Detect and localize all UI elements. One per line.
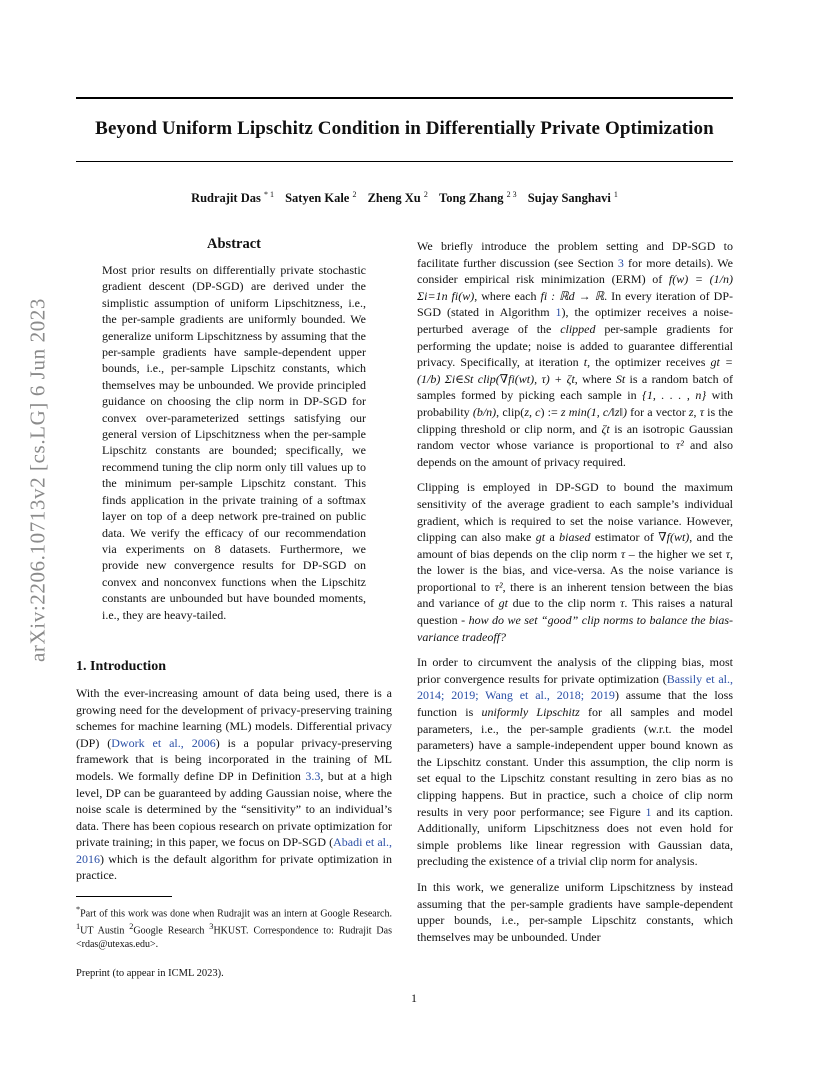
section-ref-link[interactable]: 3 [617,255,624,270]
math-inline: τ [620,596,625,611]
author-list [76,190,733,206]
math-inline: St [615,371,626,386]
citation-link[interactable]: Dwork et al., 2006 [111,735,216,750]
math-inline: gt = (1/b) Σi∈St clip(∇fi(wt), τ) + ζt [417,355,733,386]
math-inline: τ [620,546,626,561]
arxiv-stamp: arXiv:2206.10713v2 [cs.LG] 6 Jun 2023 [25,298,50,662]
author: Satyen Kale $^2$ [285,190,357,206]
math-inline: {1, . . . , n} [642,388,707,403]
author: Zheng Xu $^2$ [367,190,428,206]
math-inline: f(w) = (1/n) Σi=1n fi(w) [417,272,733,303]
prior-results-paragraph: In order to circumvent the analysis of the clipping bias, most prior convergence results for private optimization (Bassily et al., 2014; 2019; Wang et al., 2018; 2019) assume that the loss function is uniformly Lipschitz for all samples and model parameters, i.e., the per-sample gradients (w.r.t. the model parameters) have a sample-independent upper bound known as the Lipschitz constant. Under this assumption, the clip norm is set equal to the Lipschitz constant resulting in zero bias as no clipping happens. But in practice, such a choice of clip norm results in very poor performance; see Figure 1 and its caption. Additionally, uniform Lipschitzness does not even hold for simple problems like linear regression with Gaussian data, precluding the existence of a trivial clip norm for analysis. [417,655,734,869]
preprint-note: Preprint (to appear in ICML 2023). [76,967,224,979]
author: Tong Zhang $^{2 3}$ [439,190,517,206]
math-inline: τ [699,404,705,419]
footnote-rule [76,896,172,897]
right-column [417,238,733,954]
problem-setting-paragraph: We briefly introduce the problem setting and DP-SGD to facilitate further discussion (see Section 3 for more details). We consider empirical risk minimization (ERM) of f(w) = (1/n) Σi=1n fi(w), where each fi : ℝd → ℝ. In every iteration of DP-SGD (stated in Algorithm 1), the optimizer receives a noise-perturbed average of the clipped per-sample gradients for performing the update; noise is added to guarantee differential privacy. Specifically, at iteration t, the optimizer receives gt = (1/b) Σi∈St clip(∇fi(wt), τ) + ζt, where St is a random batch of samples formed by picking each sample in {1, . . . , n} with probability (b/n), clip(z, c) := z min(1, c/‖z‖) for a vector z, τ is the clipping threshold or clip norm, and ζt is an isotropic Gaussian random vector whose variance is proportional to τ² and also depends on the amount of privacy required. [417,239,734,469]
figure-ref-link[interactable]: 1 [645,804,652,819]
math-inline: gt [535,530,546,545]
math-inline: ∇f(wt) [658,530,690,545]
page-number: 1 [411,991,417,1005]
title-top-rule [76,97,733,99]
intro-heading: 1. Introduction [76,658,166,674]
footnote: *Part of this work was done when Rudrajit was an intern at Google Research. $^1$UT Austin $^2$Google Research $^3$HKUST. Correspondence to: Rudrajit Das <rdas@utexas.edu>. [76,905,392,950]
math-inline: z, c [524,404,541,419]
math-inline: τ² [494,579,503,594]
research-question: how do we set “good” clip norms to balance the bias-variance tradeoff? [417,613,733,644]
algorithm-ref-link[interactable]: 1 [555,305,562,320]
intro-paragraph: With the ever-increasing amount of data being used, there is a growing need for the development of privacy-preserving training schemes for machine learning (ML) models. Differential privacy (DP) (Dwork et al., 2006) is a popular privacy-preserving framework that is being incorporated in the training of ML models. We formally define DP in Definition 3.3, but at a high level, DP can be guaranteed by adding Gaussian noise, where the noise scale is determined by the “sensitivity” to an individual’s data. There has been copious research on private optimization for private training; in this paper, we focus on DP-SGD (Abadi et al., 2016) which is the default algorithm for private optimization in practice. [76,685,393,883]
paper-title: Beyond Uniform Lipschitz Condition in Differentially Private Optimization [95,118,714,139]
abstract-heading: Abstract [207,236,261,252]
left-column [76,236,392,979]
math-inline: τ [725,546,730,561]
math-inline: fi : ℝd → ℝ [540,288,605,303]
author: Rudrajit Das $^{* 1}$ [191,190,274,206]
math-inline: τ² [675,438,684,453]
math-inline: gt [498,596,509,611]
citation-link[interactable]: Abadi et al., 2016 [76,835,392,866]
definition-ref-link[interactable]: 3.3 [305,768,321,783]
author: Sujay Sanghavi $^1$ [527,190,618,206]
math-inline: z min(1, c/‖z‖) [560,404,627,419]
clipping-paragraph: Clipping is employed in DP-SGD to bound the maximum sensitivity of the average gradient to each sample’s individual gradient, which is required to set the noise variance. However, clipping can also make gt a biased estimator of ∇f(wt), and the amount of bias depends on the clip norm τ – the higher we set τ, the lower is the bias, and vice-versa. As the noise variance is proportional to τ², there is an inherent tension between the bias and variance of gt due to the clip norm τ. This raises a natural question - how do we set “good” clip norms to balance the bias-variance tradeoff? [417,480,734,644]
title-bottom-rule [76,161,733,162]
math-inline: t [583,355,588,370]
math-inline: ζt [601,421,610,436]
math-inline: z [688,404,694,419]
abstract-text: Most prior results on differentially private stochastic gradient descent (DP-SGD) are derived under the simplistic assumption of uniform Lipschitzness, i.e., the per-sample gradients are uniformly bounded. We generalize uniform Lipschitzness by assuming that the per-sample gradients have sample-dependent upper bounds, i.e., per-sample Lipschitz constants, which themselves may be unbounded. We provide principled guidance on choosing the clip norm in DP-SGD for convex over-parameterized settings satisfying our general version of Lipschitzness when the per-sample Lipschitz constants are bounded; specifically, we recommend tuning the clip norm only till values up to the minimum per-sample Lipschitz constant. This finds application in the private training of a softmax layer on top of a deep network pre-trained on public data. We verify the efficacy of our recommendation via experiments on 8 datasets. Furthermore, we provide new convergence results for DP-SGD on convex and nonconvex functions when the Lipschitz constants are unbounded but have bounded moments, i.e., they are heavy-tailed. [102,263,366,622]
contribution-paragraph: In this work, we generalize uniform Lipschitzness by instead assuming that the per-sample gradients have sample-dependent upper bounds, i.e., per-sample Lipschitz constants, which themselves may be unbounded. Under [417,879,733,944]
citation-link[interactable]: Bassily et al., 2014; 2019; Wang et al., 2018; 2019 [417,671,733,703]
math-inline: (b/n) [472,404,497,419]
